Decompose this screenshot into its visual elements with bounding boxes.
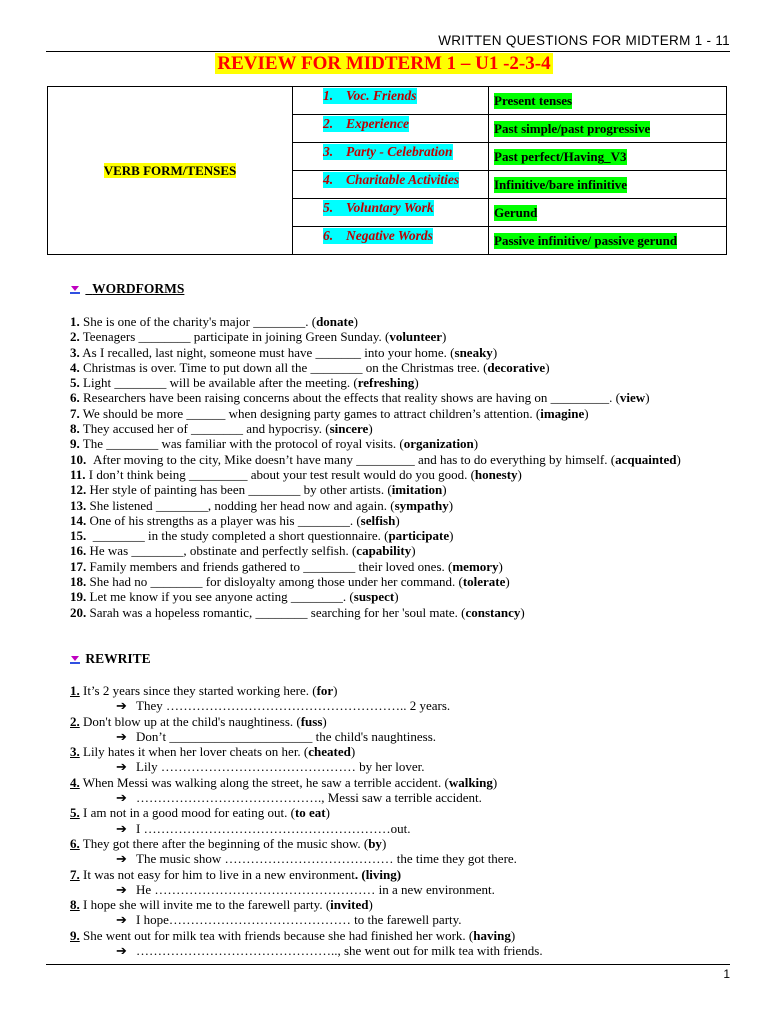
item-text: 6. Researchers have been raising concerns about the effects that reality shows are having on _________. (view) bbox=[70, 390, 650, 406]
rewrite-answer-line: ➔ ……………………………………….., she went out for milk tea with friends. bbox=[116, 943, 543, 959]
tense-cell bbox=[489, 143, 727, 171]
item-number: 7. bbox=[70, 866, 80, 882]
list-item bbox=[70, 436, 730, 451]
item-number: 2. bbox=[70, 329, 80, 345]
page-title-text: REVIEW FOR MIDTERM 1 – U1 -2-3-4 bbox=[217, 53, 551, 74]
footer-rule bbox=[46, 964, 730, 965]
list-item bbox=[70, 574, 730, 589]
list-item bbox=[70, 589, 730, 604]
item-number: 20. bbox=[70, 604, 87, 620]
tense-cell bbox=[489, 171, 727, 199]
tense-label: Gerund bbox=[494, 204, 538, 220]
rewrite-heading-text: REWRITE bbox=[85, 651, 151, 666]
rewrite-question: 6. They got there after the beginning of the music show. (by) bbox=[70, 835, 387, 851]
rewrite-list bbox=[70, 683, 730, 958]
item-number: 16. bbox=[70, 543, 87, 559]
arrow-icon: ➔ bbox=[116, 912, 127, 928]
rewrite-question: 8. I hope she will invite me to the farewell party. (invited) bbox=[70, 897, 373, 913]
item-number: 4. bbox=[70, 359, 80, 375]
verb-form-cell bbox=[48, 87, 293, 255]
item-number: 5. bbox=[70, 375, 80, 391]
list-item bbox=[70, 528, 730, 543]
item-text: 14. One of his strengths as a player was his ________. (selfish) bbox=[70, 512, 400, 528]
list-item bbox=[70, 314, 730, 329]
item-text: 12. Her style of painting has been ________ by other artists. (imitation) bbox=[70, 482, 447, 498]
list-item bbox=[70, 390, 730, 405]
page-header: WRITTEN QUESTIONS FOR MIDTERM 1 - 11 bbox=[438, 33, 730, 48]
item-text: 20. Sarah was a hopeless romantic, ________ searching for her 'soul mate. (constancy) bbox=[70, 604, 525, 620]
topic-label: 1. Voc. Friends bbox=[323, 88, 417, 103]
list-item bbox=[70, 498, 730, 513]
tense-label: Past perfect/Having_V3 bbox=[494, 148, 627, 164]
item-text: 11. I don’t think being _________ about your test result would do you good. (honesty) bbox=[70, 466, 522, 482]
rewrite-question: 2. Don't blow up at the child's naughtiness. (fuss) bbox=[70, 713, 327, 729]
item-number: 7. bbox=[70, 405, 80, 421]
wordforms-heading-text: WORDFORMS bbox=[92, 281, 185, 296]
item-number: 9. bbox=[70, 436, 80, 452]
list-item bbox=[70, 421, 730, 436]
list-item bbox=[70, 513, 730, 528]
item-number: 6. bbox=[70, 835, 80, 851]
item-text: 1. She is one of the charity's major ________. (donate) bbox=[70, 314, 358, 329]
topic-cell bbox=[293, 171, 489, 199]
item-number: 14. bbox=[70, 512, 87, 528]
item-number: 9. bbox=[70, 927, 80, 943]
topic-label: 4. Charitable Activities bbox=[323, 172, 460, 187]
rewrite-question: 5. I am not in a good mood for eating out. (to eat) bbox=[70, 805, 330, 821]
item-text: After moving to the city, Mike doesn’t have many _________ and has to do everything by himself. (acquainted) bbox=[93, 451, 681, 467]
rewrite-answer-line: ➔ ……………………………………., Messi saw a terrible accident. bbox=[116, 790, 482, 806]
list-item bbox=[70, 467, 730, 482]
arrow-icon: ➔ bbox=[116, 820, 127, 836]
list-item bbox=[70, 482, 730, 497]
item-number: 1. bbox=[70, 683, 80, 698]
item-text: 18. She had no ________ for disloyalty among those under her command. (tolerate) bbox=[70, 574, 510, 590]
arrow-icon: ➔ bbox=[116, 698, 127, 714]
item-number: 3. bbox=[70, 744, 80, 760]
rewrite-question: 1. It’s 2 years since they started working here. (for) bbox=[70, 683, 338, 698]
item-number: 15. bbox=[70, 528, 87, 544]
rewrite-question: 4. When Messi was walking along the street, he saw a terrible accident. (walking) bbox=[70, 774, 498, 790]
list-item bbox=[70, 452, 730, 467]
item-text: 19. Let me know if you see anyone acting ________. (suspect) bbox=[70, 589, 399, 605]
rewrite-answer-line: ➔ They ……………………………………………….. 2 years. bbox=[116, 698, 451, 714]
rewrite-question: 3. Lily hates it when her lover cheats on her. (cheated) bbox=[70, 744, 356, 760]
item-number: 10. bbox=[70, 451, 87, 467]
tense-cell bbox=[489, 115, 727, 143]
list-item bbox=[70, 605, 730, 620]
rewrite-answer-line: ➔ He …………………………………………… in a new environment. bbox=[116, 881, 495, 897]
rewrite-answer-line: ➔ The music show ………………………………… the time they got there. bbox=[116, 851, 517, 867]
item-number: 11. bbox=[70, 466, 86, 482]
item-number: 17. bbox=[70, 558, 87, 574]
topic-label: 3. Party - Celebration bbox=[323, 144, 453, 159]
arrow-icon: ➔ bbox=[116, 881, 127, 897]
list-item bbox=[70, 559, 730, 574]
list-item bbox=[70, 543, 730, 558]
item-number: 13. bbox=[70, 497, 87, 513]
table-row bbox=[48, 87, 727, 115]
item-text: 2. Teenagers ________ participate in joining Green Sunday. (volunteer) bbox=[70, 329, 447, 345]
page-title bbox=[0, 53, 768, 75]
list-item bbox=[70, 345, 730, 360]
tense-cell bbox=[489, 227, 727, 255]
arrow-icon: ➔ bbox=[116, 759, 127, 775]
tense-cell bbox=[489, 87, 727, 115]
item-text: 8. They accused her of ________ and hypocrisy. (sincere) bbox=[70, 421, 373, 437]
item-text: 15. ________ in the study completed a short questionnaire. (participate) bbox=[70, 528, 454, 544]
tense-label: Present tenses bbox=[494, 92, 573, 108]
item-text: 9. The ________ was familiar with the protocol of royal visits. (organization) bbox=[70, 436, 479, 452]
item-number: 5. bbox=[70, 805, 80, 821]
item-number: 12. bbox=[70, 482, 87, 498]
item-text: 3. As I recalled, last night, someone must have _______ into your home. (sneaky) bbox=[70, 344, 498, 360]
list-item bbox=[70, 329, 730, 344]
arrow-icon: ➔ bbox=[116, 790, 127, 806]
page-number: 1 bbox=[723, 967, 730, 981]
header-rule bbox=[46, 51, 730, 52]
item-number: 8. bbox=[70, 421, 80, 437]
item-text: 13. She listened ________, nodding her head now and again. (sympathy) bbox=[70, 497, 454, 513]
tense-label: Infinitive/bare infinitive bbox=[494, 176, 628, 192]
rewrite-question: 7. It was not easy for him to live in a new environment. (living) bbox=[70, 866, 402, 882]
item-number: 6. bbox=[70, 390, 80, 406]
wordforms-list bbox=[70, 314, 730, 620]
topic-cell bbox=[293, 227, 489, 255]
item-number: 3. bbox=[70, 344, 80, 360]
item-text: 4. Christmas is over. Time to put down all the ________ on the Christmas tree. (decorative) bbox=[70, 359, 550, 375]
bullet-arrow-icon bbox=[70, 654, 80, 664]
arrow-icon: ➔ bbox=[116, 728, 127, 744]
topic-cell bbox=[293, 143, 489, 171]
topic-label: 5. Voluntary Work bbox=[323, 200, 434, 215]
rewrite-question: 9. She went out for milk tea with friends because she had finished her work. (having) bbox=[70, 927, 516, 943]
arrow-icon: ➔ bbox=[116, 943, 127, 959]
item-number: 2. bbox=[70, 713, 80, 729]
item-number: 18. bbox=[70, 574, 87, 590]
item-number: 8. bbox=[70, 897, 80, 913]
topic-cell bbox=[293, 115, 489, 143]
rewrite-answer-line: ➔ I hope…………………………………… to the farewell party. bbox=[116, 912, 462, 928]
item-number: 1. bbox=[70, 314, 80, 329]
topic-cell bbox=[293, 199, 489, 227]
list-item bbox=[70, 406, 730, 421]
rewrite-answer-line: ➔ Don’t ______________________ the child's naughtiness. bbox=[116, 728, 437, 744]
arrow-icon: ➔ bbox=[116, 851, 127, 867]
verb-form-label: VERB FORM/TENSES bbox=[103, 162, 237, 178]
bullet-arrow-icon bbox=[70, 284, 80, 294]
tense-cell bbox=[489, 199, 727, 227]
item-text: 16. He was ________, obstinate and perfectly selfish. (capability) bbox=[70, 543, 416, 559]
topic-label: 6. Negative Words bbox=[323, 228, 433, 243]
rewrite-heading bbox=[70, 651, 151, 667]
topic-cell bbox=[293, 87, 489, 115]
item-number: 19. bbox=[70, 589, 87, 605]
rewrite-answer-line: ➔ I …………………………………………………out. bbox=[116, 820, 411, 836]
wordforms-heading bbox=[70, 281, 184, 297]
item-text: 17. Family members and friends gathered to ________ their loved ones. (memory) bbox=[70, 558, 503, 574]
tense-label: Past simple/past progressive bbox=[494, 120, 651, 136]
topic-label: 2. Experience bbox=[323, 116, 409, 131]
item-text: 7. We should be more ______ when designing party games to attract children’s attention. (imagine) bbox=[70, 405, 589, 421]
rewrite-answer-line: ➔ Lily ……………………………………… by her lover. bbox=[116, 759, 425, 775]
topics-table bbox=[47, 86, 727, 255]
tense-label: Passive infinitive/ passive gerund bbox=[494, 232, 678, 248]
list-item bbox=[70, 375, 730, 390]
item-text: 5. Light ________ will be available after the meeting. (refreshing) bbox=[70, 375, 419, 391]
list-item bbox=[70, 360, 730, 375]
item-number: 4. bbox=[70, 774, 80, 790]
